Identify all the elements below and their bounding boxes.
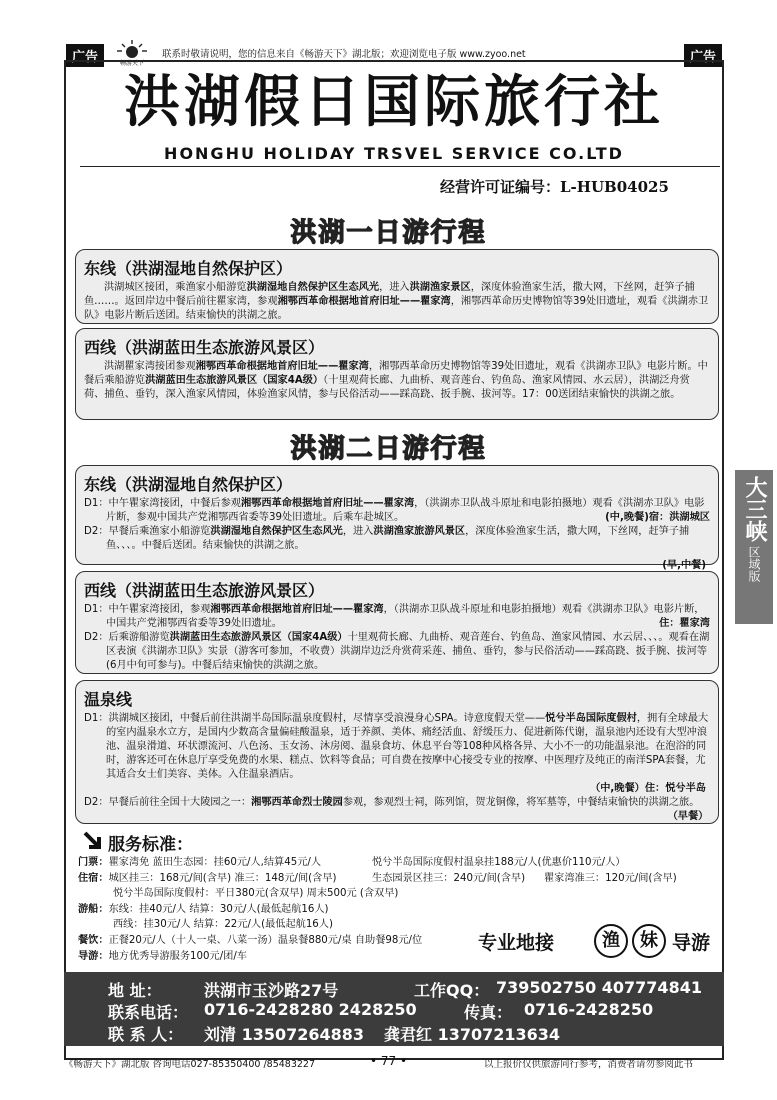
company-title-en: HONGHU HOLIDAY TRSVEL SERVICE CO.LTD <box>164 144 624 163</box>
route-title: 东线（洪湖湿地自然保护区） <box>84 259 293 278</box>
one-day-east-box <box>75 249 719 324</box>
one-day-heading: 洪湖一日游行程 <box>290 218 487 248</box>
stay-row-2: 生态园景区挂三：240元/间(含早) <box>372 873 526 884</box>
person-label: 联 系 人： <box>108 1025 184 1044</box>
two-day-heading: 洪湖二日游行程 <box>290 434 487 464</box>
meal-note: (中,晚餐)宿：洪湖城区 <box>605 512 710 523</box>
slogan-circle-2: 妹 <box>632 924 666 958</box>
day2-description: D2：早餐后乘渔家小船游览洪湖湿地自然保护区生态风光，进入洪湖渔家旅游风景区，深度体验渔家生活，撒大网，下丝网，赶笋子捕鱼、、、。中餐后送团。结束愉快的洪湖之旅。 <box>84 526 690 551</box>
meal-note: （中,晚餐）住：悦兮半岛 <box>590 783 706 794</box>
two-day-east-box <box>75 465 719 571</box>
meal-note: (早,中餐) <box>662 560 706 571</box>
day2-description: D2：早餐后前往全国十大陵园之一：湘鄂西革命烈士陵园参观，参观烈士祠，陈列馆，贺龙铜像，将军墓等，中餐结束愉快的洪湖之旅。 （早餐） <box>84 797 709 822</box>
phone-label: 联系电话： <box>108 1003 189 1022</box>
route-title: 西线（洪湖蓝田生态旅游风景区） <box>84 581 325 600</box>
page-number: • 77 • <box>370 1054 408 1068</box>
person-2: 龚君红 13707213634 <box>384 1025 561 1044</box>
stay-row-3: 瞿家湾准三：120元/间(含早) <box>544 873 677 884</box>
day1-description: D1：中午瞿家湾接团，参观湘鄂西革命根据地首府旧址——瞿家湾，（洪湖赤卫队战斗原址和电影拍摄地）观看《洪湖赤卫队》电影片断，中国共产党湘鄂西省委等39处旧遗址。 住：瞿家湾 <box>84 604 710 629</box>
sidetab-big: 大三峡 <box>742 476 767 542</box>
day1-description: D1：中午瞿家湾接团，中餐后参观湘鄂西革命根据地首府旧址——瞿家湾，（洪湖赤卫队战斗原址和电影拍摄地）观看《洪湖赤卫队》电影片断，参观中国共产党湘鄂西省委等39处旧遗址。后乘车赴城区。 (中,晚餐)宿：洪湖城区 <box>84 498 710 523</box>
boat-row: 游船：东线：挂40元/人 结算：30元/人(最低起航16人) <box>78 904 329 915</box>
route-description: 洪湖城区接团，乘渔家小船游览洪湖湿地自然保护区生态风光，进入洪湖渔家景区，深度体验渔家生活，撒大网，下丝网，赶笋子捕鱼……。返回岸边中餐后前往瞿家湾，参观湘鄂西革命根据地首府旧址——瞿家湾，湘鄂西革命历史博物馆等39处旧遗址，观看《洪湖赤卫队》电影片断后送团。结束愉快的洪湖之旅。 <box>84 282 709 321</box>
address-value: 洪湖市玉沙路27号 <box>204 981 339 1000</box>
hotspring-box <box>75 680 719 824</box>
slogan-text: 专业地接 <box>478 932 555 954</box>
fax-value: 0716-2428250 <box>524 1000 654 1019</box>
footer-right: 以上报价仅供旅游同行参考，消费者请勿参阅此书 <box>484 1059 694 1070</box>
qq-label: 工作QQ： <box>414 981 490 1000</box>
company-title: 洪湖假日国际旅行社 <box>124 70 664 135</box>
one-day-west-box <box>75 328 719 420</box>
footer-left: 《畅游天下》湖北版 咨询电话027-85350400 /85483227 <box>64 1059 316 1070</box>
header-divider <box>80 166 720 167</box>
person-1: 刘清 13507264883 <box>204 1025 365 1044</box>
service-heading: 服务标准： <box>108 835 193 855</box>
stay-row: 住宿：城区挂三：168元/间(含早) 准三：148元/间(含早) <box>78 873 337 884</box>
sidetab-small: 区域版 <box>747 546 761 582</box>
arrow-icon <box>82 830 104 852</box>
ticket-row-2: 悦兮半岛国际度假村温泉挂188元/人(优惠价110元/人） <box>372 857 626 868</box>
guide-row: 导游：地方优秀导游服务100元/团/车 <box>78 951 247 962</box>
region-sidetab <box>735 470 773 624</box>
day2-description: D2：后乘游船游览洪湖蓝田生态旅游风景区（国家4A级）十里观荷长廊、九曲桥、观音莲台、钓鱼岛、渔家风情园、水云居、、、。观看在湖区表演《洪湖赤卫队》实景（游客可参加，不收费）洪湖岸边泛舟赏荷采莲、捕鱼、垂钓，参与民俗活动——踩高跷、扳手腕、拔河等(6月中旬可参与)。中餐后结束愉快的洪湖之旅。 <box>84 632 710 671</box>
route-title: 东线（洪湖湿地自然保护区） <box>84 475 293 494</box>
logo-text: 畅游天下 <box>119 60 144 67</box>
meal-note: （早餐） <box>667 811 709 822</box>
route-title: 温泉线 <box>84 690 133 709</box>
meal-note: 住：瞿家湾 <box>659 618 710 629</box>
fax-label: 传真： <box>464 1003 513 1022</box>
address-label: 地 址： <box>108 981 162 1000</box>
slogan-text-2: 导游 <box>672 932 711 954</box>
two-day-west-box <box>75 571 719 674</box>
sun-logo-icon <box>112 38 152 60</box>
route-description: 洪湖瞿家湾接团参观湘鄂西革命根据地首府旧址——瞿家湾，湘鄂西革命历史博物馆等39处旧遗址，观看《洪湖赤卫队》电影片断。中餐后乘船游览洪湖蓝田生态旅游风景区（国家4A级）（十里观荷长廊、九曲桥、观音莲台、钓鱼岛、渔家风情园、水云居），洪湖泛舟赏荷、捕鱼、垂钓，深入渔家风情园，体验渔家风情，参与民俗活动——踩高跷、扳手腕、拔河等。17：00送团结束愉快的洪湖之旅。 <box>84 361 708 400</box>
stay-row-4: 悦兮半岛国际度假村：平日380元(含双早) 周末500元 (含双早) <box>113 888 399 899</box>
boat-row-2: 西线：挂30元/人 结算：22元/人(最低起航16人) <box>113 919 333 930</box>
ticket-row: 门票：瞿家湾免 蓝田生态园：挂60元/人,结算45元/人 <box>78 857 322 868</box>
license-number: 经营许可证编号：L-HUB04025 <box>440 178 669 196</box>
meal-row: 餐饮：正餐20元/人（十人一桌、八菜一汤）温泉餐880元/桌 自助餐98元/位 <box>78 935 423 946</box>
phone-value: 0716-2428280 2428250 <box>204 1000 417 1019</box>
contact-bar <box>64 972 724 1046</box>
day1-description: D1：洪湖城区接团，中餐后前往洪湖半岛国际温泉度假村，尽情享受浪漫身心SPA。诗意度假天堂——悦兮半岛国际度假村，拥有全球最大的室内温泉水立方，是国内少数高含量偏硅酸温泉，适于养颜、美体、痛经活血、舒缓压力、促进新陈代谢，温泉池内还设有大型冲浪池、温泉滑道、环状漂流河、八色汤、玉女汤、沐房阅、温泉食坊、休息平台等108种风格各异、大小不一的功能温泉池。在泡浴的同时，游客还可在休息厅享受免费的水果、糕点、饮料等食品；可自费在按摩中心接受专业的按摩、中医理疗及纯正的南洋SPA套餐，尤其适合女士们美容、美体。入住温泉酒店。 <box>84 713 709 780</box>
qq-value: 739502750 407774841 <box>496 978 702 997</box>
top-notice: 联系时敬请说明，您的信息来自《畅游天下》湖北版；欢迎浏览电子版 www.zyoo.net <box>162 49 526 60</box>
ad-label-right: 广告 <box>684 44 722 67</box>
route-title: 西线（洪湖蓝田生态旅游风景区） <box>84 338 325 357</box>
publication-logo <box>112 38 152 67</box>
ad-label-left: 广告 <box>66 44 104 67</box>
slogan-circle-1: 渔 <box>594 924 628 958</box>
